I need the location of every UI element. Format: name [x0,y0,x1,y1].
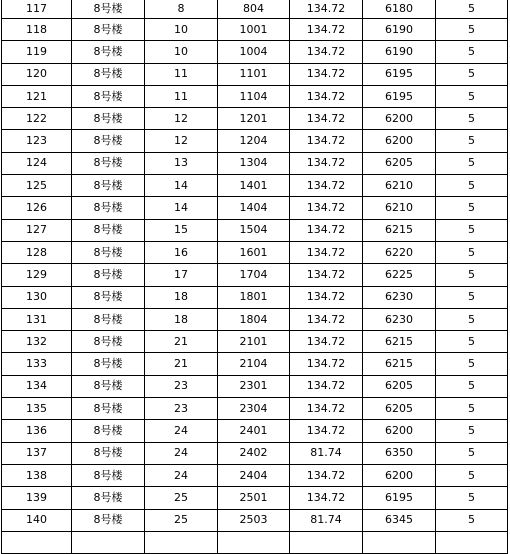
cell-room: 2401 [218,420,290,442]
cell-col7: 5 [436,353,508,375]
cell-area: 134.72 [290,308,363,330]
cell-area: 134.72 [290,420,363,442]
cell-area: 134.72 [290,286,363,308]
cell-area: 134.72 [290,130,363,152]
cell-seq: 136 [2,420,72,442]
table-row [2,420,508,442]
table-row [2,241,508,263]
data-table [1,0,508,554]
table-row [2,85,508,107]
cell-building: 8号楼 [72,63,145,85]
cell-seq: 140 [2,509,72,531]
cell-building: 8号楼 [72,487,145,509]
cell-building: 8号楼 [72,420,145,442]
cell-area: 81.74 [290,442,363,464]
cell-col7: 5 [436,108,508,130]
cell-seq: 134 [2,375,72,397]
table-row [2,375,508,397]
cell-price: 6210 [363,197,436,219]
cell-floor: 14 [145,197,218,219]
table-row [2,175,508,197]
cell-floor: 23 [145,375,218,397]
cell-price: 6200 [363,420,436,442]
cell-area: 134.72 [290,197,363,219]
cell-floor: 21 [145,331,218,353]
cell-seq: 122 [2,108,72,130]
cell-floor: 8 [145,0,218,19]
cell-seq: 124 [2,152,72,174]
cell-seq: 129 [2,264,72,286]
table-row [2,130,508,152]
cell-seq: 123 [2,130,72,152]
cell-room: 2503 [218,509,290,531]
cell-floor: 12 [145,130,218,152]
cell-seq: 137 [2,442,72,464]
cell-price: 6200 [363,464,436,486]
cell-area: 134.72 [290,241,363,263]
cell-seq: 130 [2,286,72,308]
cell-col7: 5 [436,0,508,19]
cell-price: 6210 [363,175,436,197]
cell-col7: 5 [436,130,508,152]
cell-area: 134.72 [290,219,363,241]
cell-floor: 17 [145,264,218,286]
cell-price: 6215 [363,219,436,241]
cell-col7: 5 [436,219,508,241]
cell-building: 8号楼 [72,197,145,219]
cell-seq: 127 [2,219,72,241]
cell-col7: 5 [436,375,508,397]
cell-room: 1804 [218,308,290,330]
cell-col7: 5 [436,509,508,531]
cell-room: 1704 [218,264,290,286]
cell-area: 134.72 [290,353,363,375]
cell-building: 8号楼 [72,509,145,531]
table-row [2,63,508,85]
cell-building: 8号楼 [72,175,145,197]
table-row [2,442,508,464]
cell-floor: 18 [145,308,218,330]
table-row [2,464,508,486]
table-row [2,353,508,375]
cell-building: 8号楼 [72,264,145,286]
cell-seq: 132 [2,331,72,353]
table-row [2,487,508,509]
cell-seq: 120 [2,63,72,85]
cell-building: 8号楼 [72,286,145,308]
cell-area: 134.72 [290,175,363,197]
cell-floor: 25 [145,509,218,531]
cell-floor: 14 [145,175,218,197]
cell-floor: 16 [145,241,218,263]
cell-price: 6205 [363,152,436,174]
cell-floor: 24 [145,464,218,486]
table-row [2,331,508,353]
cell-seq: 121 [2,85,72,107]
cell-room: 1801 [218,286,290,308]
cell-room: 2404 [218,464,290,486]
cell-price: 6350 [363,442,436,464]
cell-price: 6200 [363,130,436,152]
cell-col7: 5 [436,85,508,107]
cell-seq: 125 [2,175,72,197]
cell-floor: 11 [145,63,218,85]
cell-area: 134.72 [290,375,363,397]
cell-floor: 12 [145,108,218,130]
table-row [2,41,508,63]
cell-room: 1001 [218,19,290,41]
cell-building: 8号楼 [72,219,145,241]
cell-building: 8号楼 [72,241,145,263]
cell-col7: 5 [436,331,508,353]
cell-col7: 5 [436,175,508,197]
cell-seq: 139 [2,487,72,509]
cell-building: 8号楼 [72,108,145,130]
cell-col7: 5 [436,41,508,63]
table-row [2,197,508,219]
cell-seq: 133 [2,353,72,375]
cell-room: 1204 [218,130,290,152]
cell-floor: 23 [145,398,218,420]
cell-room: 1104 [218,85,290,107]
cell-price: 6220 [363,241,436,263]
cell-area: 134.72 [290,108,363,130]
cell-building: 8号楼 [72,398,145,420]
cell-area: 134.72 [290,19,363,41]
cell-building: 8号楼 [72,442,145,464]
cell-area: 134.72 [290,41,363,63]
cell-price: 6180 [363,0,436,19]
cell-room: 1601 [218,241,290,263]
cell-area: 134.72 [290,63,363,85]
cell-area: 134.72 [290,152,363,174]
cell-floor: 15 [145,219,218,241]
cell-price: 6215 [363,331,436,353]
cell-room: 1504 [218,219,290,241]
cell-building: 8号楼 [72,85,145,107]
cell-price: 6190 [363,19,436,41]
cell-price: 6195 [363,487,436,509]
cell-room: 1201 [218,108,290,130]
cell-price: 6205 [363,398,436,420]
cell-building: 8号楼 [72,464,145,486]
cell-area: 134.72 [290,487,363,509]
cell-seq: 131 [2,308,72,330]
cell-building: 8号楼 [72,152,145,174]
cell-building: 8号楼 [72,0,145,19]
cell-room: 2101 [218,331,290,353]
cell-floor: 13 [145,152,218,174]
cell-area: 134.72 [290,331,363,353]
cell-room: 2402 [218,442,290,464]
cell-col7: 5 [436,241,508,263]
cell-col7: 5 [436,152,508,174]
cell-room: 2304 [218,398,290,420]
cell-col7: 5 [436,264,508,286]
cell-seq: 126 [2,197,72,219]
cell-price: 6215 [363,353,436,375]
cell-floor: 10 [145,41,218,63]
cell-price: 6230 [363,286,436,308]
cell-building: 8号楼 [72,19,145,41]
cell-price: 6225 [363,264,436,286]
cell-building: 8号楼 [72,375,145,397]
cell-floor: 24 [145,420,218,442]
cell-col7: 5 [436,286,508,308]
table-row [2,398,508,420]
cell-col7: 5 [436,19,508,41]
table-body [2,0,508,554]
cell-room: 2301 [218,375,290,397]
table-row [2,152,508,174]
table-row [2,19,508,41]
cell-seq: 117 [2,0,72,19]
cell-seq: 135 [2,398,72,420]
cell-seq: 118 [2,19,72,41]
cell-col7: 5 [436,63,508,85]
table-row [2,108,508,130]
table-row [2,264,508,286]
table-row [2,509,508,531]
cell-room: 1101 [218,63,290,85]
cell-col7: 5 [436,308,508,330]
cell-col7: 5 [436,420,508,442]
cell-room: 2501 [218,487,290,509]
cell-floor: 18 [145,286,218,308]
table-row [2,0,508,19]
cell-seq: 128 [2,241,72,263]
cell-price: 6345 [363,509,436,531]
cell-seq: 119 [2,41,72,63]
cell-building: 8号楼 [72,308,145,330]
cell-room: 1404 [218,197,290,219]
cell-price: 6195 [363,63,436,85]
cell-price: 6190 [363,41,436,63]
cell-col7: 5 [436,487,508,509]
cell-building: 8号楼 [72,41,145,63]
cell-room: 1004 [218,41,290,63]
cell-area: 134.72 [290,264,363,286]
cell-seq: 138 [2,464,72,486]
cell-col7: 5 [436,442,508,464]
cell-floor: 24 [145,442,218,464]
cell-area: 134.72 [290,85,363,107]
cell-room: 1304 [218,152,290,174]
cell-room: 1401 [218,175,290,197]
cell-room: 2104 [218,353,290,375]
cell-area: 134.72 [290,0,363,19]
cell-area: 134.72 [290,398,363,420]
cell-floor: 21 [145,353,218,375]
cell-floor: 10 [145,19,218,41]
cell-price: 6230 [363,308,436,330]
cell-floor: 11 [145,85,218,107]
cell-price: 6195 [363,85,436,107]
cell-price: 6205 [363,375,436,397]
cell-col7: 5 [436,464,508,486]
cell-building: 8号楼 [72,130,145,152]
cell-building: 8号楼 [72,353,145,375]
cell-area: 81.74 [290,509,363,531]
cell-area: 134.72 [290,464,363,486]
table-row [2,286,508,308]
cell-price: 6200 [363,108,436,130]
cell-floor: 25 [145,487,218,509]
table-row [2,308,508,330]
cell-building: 8号楼 [72,331,145,353]
cell-room: 804 [218,0,290,19]
table-row [2,219,508,241]
cell-col7: 5 [436,197,508,219]
cell-col7: 5 [436,398,508,420]
